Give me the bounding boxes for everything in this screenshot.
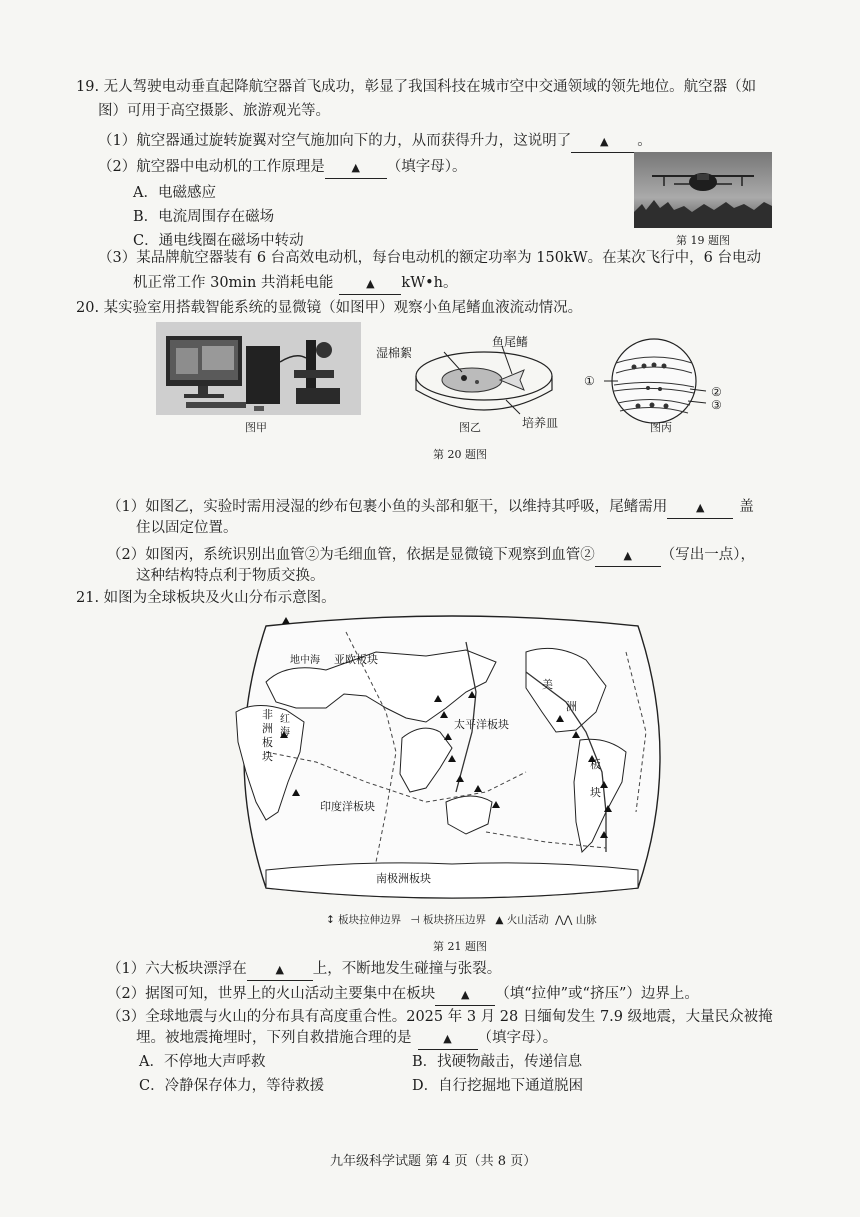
answer-blank[interactable] [418,1028,478,1050]
q21-part3-line1: （3）全球地震与火山的分布具有高度重合性。2025 年 3 月 28 日缅甸发生 7.9 级地震，大量民众被掩 [107,1009,773,1025]
q19-part3-end: kW•h。 [401,275,458,291]
map-label-africa-1: 非 [262,708,273,721]
blood-vessel-figure [598,335,728,427]
label-vessel-2: ② [711,385,722,399]
rift-boundary-icon: ↕ [326,914,335,926]
answer-blank[interactable] [571,131,637,153]
legend-rift-boundary: 板块拉伸边界 [338,914,402,926]
blank-mark: ▲ [443,1032,452,1045]
q19-option-b: B．电流周围存在磁场 [133,209,275,225]
map-label-america-3: 板 [590,758,601,771]
q19-part2-end: （填字母）。 [386,159,467,175]
answer-blank[interactable] [247,959,313,981]
page-footer: 九年级科学试题 第 4 页（共 8 页） [330,1154,537,1169]
q20-figure-caption: 第 20 题图 [433,448,487,461]
blank-mark: ▲ [366,277,375,290]
label-vessel-1: ① [584,374,595,388]
blank-mark: ▲ [461,988,470,1001]
q19-part1-text: （1）航空器通过旋转旋翼对空气施加向下的力，从而获得升力，这说明了 [98,133,572,149]
q21-stem: 21. 如图为全球板块及火山分布示意图。 [76,590,336,606]
aircraft-photo [634,152,772,228]
map-label-antarctic-plate: 南极洲板块 [376,872,431,885]
map-label-africa-3: 板 [262,736,273,749]
q20-part2-line1 [107,545,755,567]
q21-part2 [107,984,699,1006]
label-wet-cotton: 湿棉絮 [376,346,413,360]
caption-yi: 图乙 [459,421,481,434]
blank-mark: ▲ [696,501,705,514]
map-label-pacific-plate: 太平洋板块 [454,718,509,731]
q21-part3-end: （填字母）。 [477,1030,558,1046]
map-label-africa-2: 洲 [262,722,273,735]
answer-blank[interactable] [595,545,661,567]
q19-part2 [98,157,466,179]
legend-squeeze-boundary: 板块挤压边界 [423,914,486,926]
map-label-indian-plate: 印度洋板块 [320,800,375,813]
map-label-america-2: 洲 [566,700,577,713]
q19-stem-line2: 图）可用于高空摄影、旅游观光等。 [98,103,330,119]
answer-blank[interactable] [435,984,495,1006]
volcano-icon: ▲ [495,914,504,926]
map-label-america-4: 块 [590,786,601,799]
q19-part3-text: 机正常工作 30min 共消耗电能 [133,275,334,291]
q21-part3-line2 [136,1028,557,1050]
q20-part1-line2: 住以固定位置。 [136,520,238,536]
mountain-icon: ⋀⋀ [555,914,573,926]
squeeze-boundary-icon: ⊣ [410,914,420,926]
q21-part1 [107,959,501,981]
map-label-red-sea-1: 红 [280,714,290,725]
q19-part1-end: 。 [637,133,652,149]
blank-mark: ▲ [351,161,360,174]
q19-option-c: C．通电线圈在磁场中转动 [133,233,304,249]
caption-bing: 图丙 [650,421,672,434]
q20-part1-end: 盖 [739,499,754,515]
legend-mountain: 山脉 [575,914,597,926]
q19-part2-text: （2）航空器中电动机的工作原理是 [98,159,325,175]
world-plate-map [226,612,678,902]
map-legend [326,912,616,930]
map-label-mediterranean: 地中海 [290,655,320,666]
label-tail-fin: 鱼尾鳍 [492,335,529,349]
q21-part3-text: 埋。被地震掩埋时，下列自救措施合理的是 [136,1030,412,1046]
label-petri-dish: 培养皿 [522,416,559,430]
q20-part2-line2: 这种结构特点利于物质交换。 [136,568,325,584]
q21-option-a: A．不停地大声呼救 [139,1054,266,1070]
q21-part1-end: 上，不断地发生碰撞与张裂。 [312,961,502,977]
map-label-america-1: 美 [542,678,553,691]
q21-part2-text: （2）据图可知，世界上的火山活动主要集中在板块 [107,986,436,1002]
map-label-eurasian-plate: 亚欧板块 [334,653,378,666]
answer-blank[interactable] [325,157,387,179]
blank-mark: ▲ [623,549,632,562]
q20-part1-text: （1）如图乙，实验时需用浸湿的纱布包裹小鱼的头部和躯干，以维持其呼吸，尾鳍需用 [107,499,668,515]
q19-part3-line2 [133,273,458,295]
q21-figure-caption: 第 21 题图 [433,940,487,953]
q21-part2-end: （填“拉伸”或“挤压”）边界上。 [495,986,699,1002]
q20-part2-text: （2）如图丙，系统识别出血管②为毛细血管，依据是显微镜下观察到血管② [107,547,595,563]
answer-blank[interactable] [339,273,401,295]
q19-stem-line1: 19. 无人驾驶电动垂直起降航空器首飞成功，彰显了我国科技在城市空中交通领域的领先地位。航空器（如 [76,79,757,95]
blank-mark: ▲ [600,135,609,148]
q19-part3-line1: （3）某品牌航空器装有 6 台高效电动机，每台电动机的额定功率为 150kW。在某次飞行中，6 台电动 [98,250,761,266]
q20-stem: 20. 某实验室用搭载智能系统的显微镜（如图甲）观察小鱼尾鳍血液流动情况。 [76,300,583,316]
q21-option-c: C．冷静保存体力，等待救援 [139,1078,325,1094]
q19-part1 [98,131,652,153]
q21-option-d: D．自行挖掘地下通道脱困 [412,1078,584,1094]
blank-mark: ▲ [275,963,284,976]
q19-figure-caption: 第 19 题图 [676,234,730,247]
q19-option-a: A．电磁感应 [133,185,216,201]
q20-part1-line1 [107,497,754,519]
q21-part1-text: （1）六大板块漂浮在 [107,961,247,977]
q21-option-b: B．找硬物敲击，传递信息 [412,1054,583,1070]
map-label-africa-4: 块 [262,750,273,763]
legend-volcano: 火山活动 [506,914,549,926]
caption-jia: 图甲 [245,421,267,434]
map-label-red-sea-2: 海 [280,727,290,738]
q20-part2-end: （写出一点）， [660,547,755,563]
microscope-computer-photo [156,322,361,415]
label-vessel-3: ③ [711,398,722,412]
answer-blank[interactable] [667,497,733,519]
